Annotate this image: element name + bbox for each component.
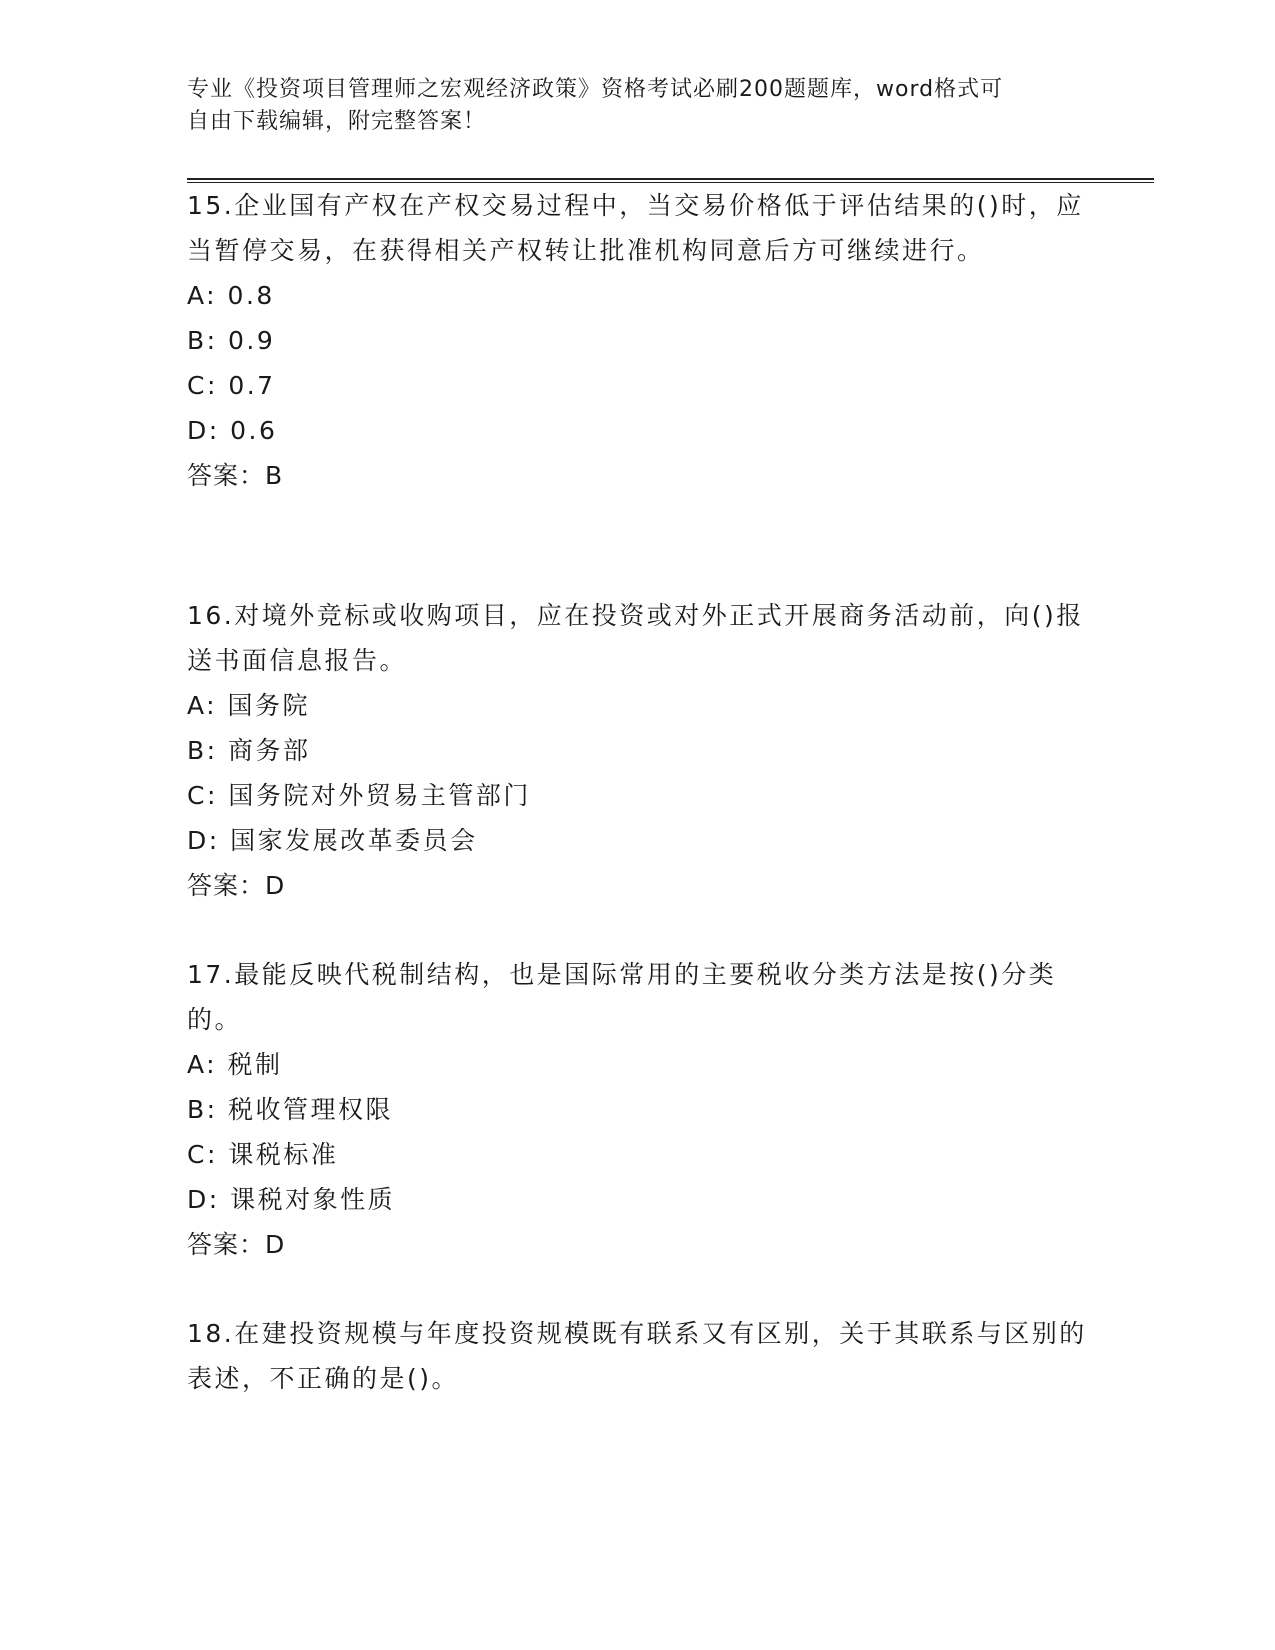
question-17 bbox=[187, 952, 1087, 1267]
question-stem: 16.对境外竞标或收购项目，应在投资或对外正式开展商务活动前，向()报送书面信息报告。 bbox=[187, 601, 1084, 675]
answer: 答案：D bbox=[187, 871, 286, 900]
option-b: B: 税收管理权限 bbox=[187, 1095, 394, 1124]
answer: 答案：B bbox=[187, 461, 284, 490]
option-a: A: 国务院 bbox=[187, 691, 311, 720]
header-line-2: 自由下载编辑，附完整答案！ bbox=[187, 109, 487, 134]
option-b: B: 商务部 bbox=[187, 736, 311, 765]
option-c: C: 0.7 bbox=[187, 371, 276, 400]
option-b: B: 0.9 bbox=[187, 326, 276, 355]
header-line-1: 专业《投资项目管理师之宏观经济政策》资格考试必刷200题题库，word格式可 bbox=[187, 77, 1004, 102]
option-c: C: 国务院对外贸易主管部门 bbox=[187, 781, 531, 810]
question-18 bbox=[187, 1311, 1087, 1401]
question-stem: 15.企业国有产权在产权交易过程中，当交易价格低于评估结果的()时，应当暂停交易，在获得相关产权转让批准机构同意后方可继续进行。 bbox=[187, 191, 1084, 265]
option-a: A: 税制 bbox=[187, 1050, 283, 1079]
option-a: A: 0.8 bbox=[187, 281, 275, 310]
answer: 答案：D bbox=[187, 1230, 286, 1259]
question-15 bbox=[187, 183, 1087, 498]
document-header bbox=[187, 74, 1067, 138]
option-d: D: 国家发展改革委员会 bbox=[187, 826, 478, 855]
question-stem: 17.最能反映代税制结构，也是国际常用的主要税收分类方法是按()分类的。 bbox=[187, 960, 1057, 1034]
option-d: D: 课税对象性质 bbox=[187, 1185, 396, 1214]
question-stem: 18.在建投资规模与年度投资规模既有联系又有区别，关于其联系与区别的表述，不正确的是()。 bbox=[187, 1319, 1087, 1393]
question-16 bbox=[187, 593, 1087, 908]
option-c: C: 课税标准 bbox=[187, 1140, 339, 1169]
option-d: D: 0.6 bbox=[187, 416, 278, 445]
